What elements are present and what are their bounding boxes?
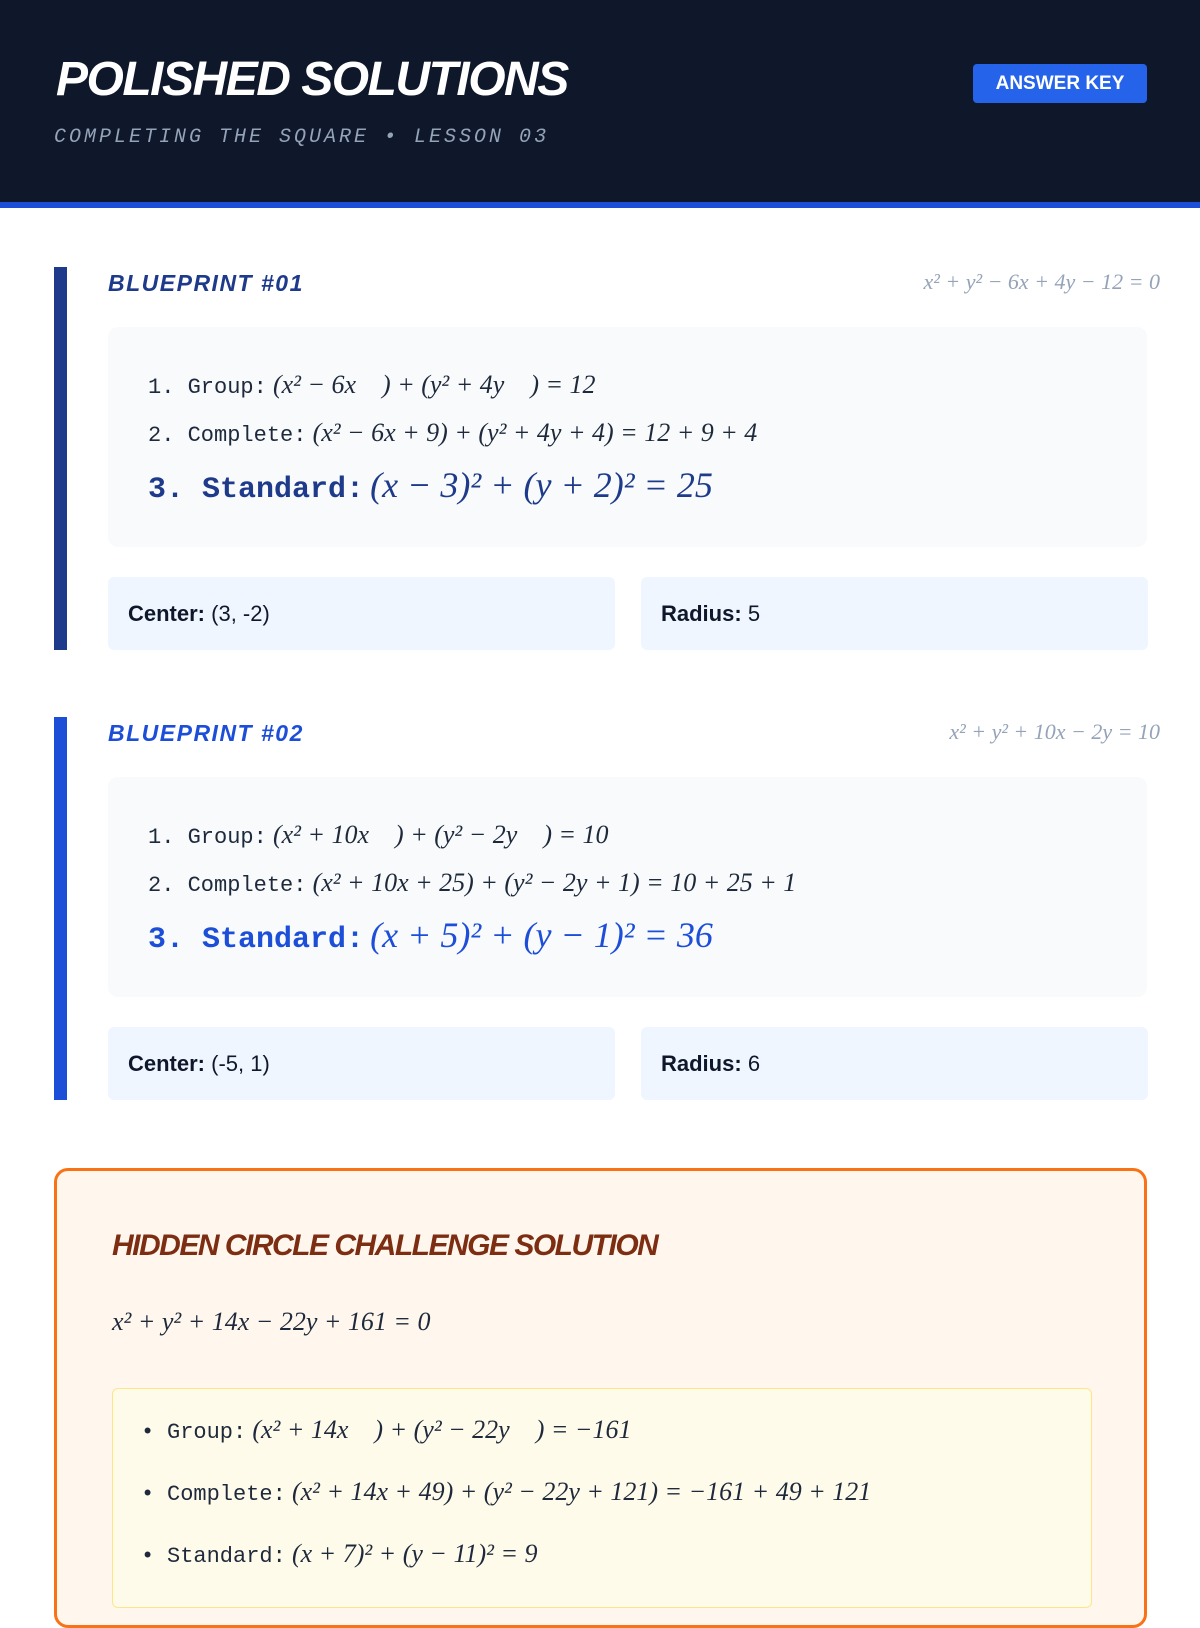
step-expression: (x² + 14x ) + (y² − 22y ) = −161 <box>252 1415 632 1444</box>
page-title: POLISHED SOLUTIONS <box>56 53 568 106</box>
center-label: Center: <box>128 1051 206 1076</box>
challenge-equation: x² + y² + 14x − 22y + 161 = 0 <box>112 1307 431 1336</box>
blueprint-title: BLUEPRINT #01 <box>108 270 304 296</box>
step-complete <box>148 859 1147 907</box>
step-standard <box>148 907 1147 963</box>
step-expression: (x + 7)² + (y − 11)² = 9 <box>291 1539 538 1568</box>
bullet-icon: • <box>141 1482 155 1507</box>
challenge-steps <box>112 1388 1092 1608</box>
step-expression: (x² + 10x ) + (y² − 2y ) = 10 <box>272 820 609 849</box>
radius-label: Radius: <box>661 601 742 626</box>
center-value: (3, -2) <box>211 601 270 626</box>
step-label: Complete: <box>167 1482 286 1507</box>
radius-result <box>641 577 1148 650</box>
solution-steps <box>108 327 1147 547</box>
center-result <box>108 1027 615 1100</box>
page-header <box>0 0 1200 208</box>
step-expression: (x² + 10x + 25) + (y² − 2y + 1) = 10 + 25 + 1 <box>312 868 797 897</box>
step-group <box>148 361 1147 409</box>
bullet-icon: • <box>141 1420 155 1445</box>
radius-value: 5 <box>747 601 761 626</box>
radius-result <box>641 1027 1148 1100</box>
step-label: 3. Standard: <box>148 923 365 957</box>
page-subtitle: COMPLETING THE SQUARE • LESSON 03 <box>54 126 550 149</box>
step-label: Group: <box>167 1420 247 1445</box>
list-item <box>141 1523 1091 1585</box>
list-item <box>141 1461 1091 1523</box>
challenge-card <box>54 1168 1147 1628</box>
solution-steps <box>108 777 1147 997</box>
list-item <box>141 1399 1091 1461</box>
step-label: 2. Complete: <box>148 873 307 898</box>
blueprint-title: BLUEPRINT #02 <box>108 720 304 746</box>
step-standard <box>148 457 1147 513</box>
step-label: Standard: <box>167 1544 286 1569</box>
step-label: 2. Complete: <box>148 423 307 448</box>
challenge-title: HIDDEN CIRCLE CHALLENGE SOLUTION <box>112 1229 658 1262</box>
step-label: 1. Group: <box>148 825 267 850</box>
blueprint-equation: x² + y² + 10x − 2y = 10 <box>949 719 1160 744</box>
step-label: 3. Standard: <box>148 473 365 507</box>
step-label: 1. Group: <box>148 375 267 400</box>
step-expression: (x² − 6x + 9) + (y² + 4y + 4) = 12 + 9 + 4 <box>312 418 758 447</box>
step-expression: (x + 5)² + (y − 1)² = 36 <box>370 915 713 955</box>
center-result <box>108 577 615 650</box>
step-expression: (x² + 14x + 49) + (y² − 22y + 121) = −161 + 49 + 121 <box>291 1477 872 1506</box>
step-expression: (x − 3)² + (y + 2)² = 25 <box>370 465 713 505</box>
step-expression: (x² − 6x ) + (y² + 4y ) = 12 <box>272 370 596 399</box>
step-group <box>148 811 1147 859</box>
bullet-icon: • <box>141 1544 155 1569</box>
center-value: (-5, 1) <box>211 1051 270 1076</box>
radius-value: 6 <box>747 1051 761 1076</box>
center-label: Center: <box>128 601 206 626</box>
blueprint-card <box>54 267 1160 650</box>
answer-key-button[interactable]: ANSWER KEY <box>973 64 1147 103</box>
radius-label: Radius: <box>661 1051 742 1076</box>
step-complete <box>148 409 1147 457</box>
blueprint-equation: x² + y² − 6x + 4y − 12 = 0 <box>923 269 1160 294</box>
blueprint-card <box>54 717 1160 1100</box>
